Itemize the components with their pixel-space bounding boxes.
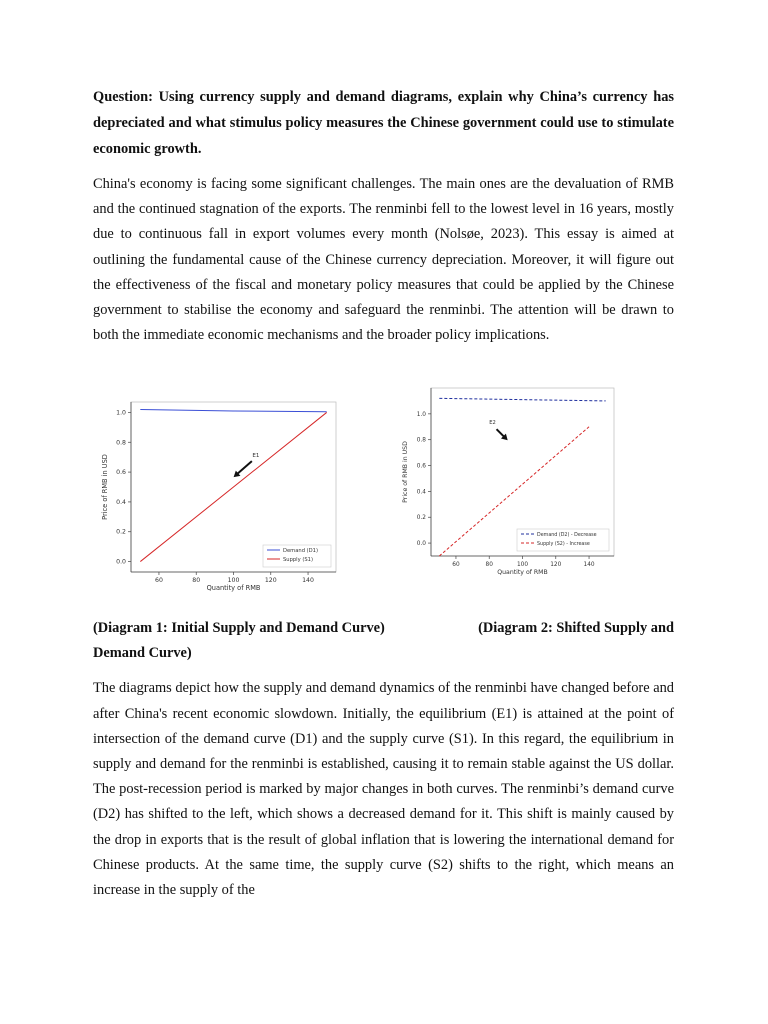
- y-axis-label: Price of RMB in USD: [101, 454, 109, 521]
- y-tick-label: 0.2: [416, 515, 426, 522]
- y-tick-label: 0.2: [116, 529, 126, 537]
- x-tick-label: 60: [452, 562, 460, 569]
- diagram-2-chart: [402, 380, 618, 592]
- figures-row: [93, 394, 674, 604]
- equilibrium-label: E2: [489, 420, 496, 427]
- x-tick-label: 100: [227, 577, 240, 585]
- y-tick-label: 0.0: [416, 541, 426, 548]
- question-heading: Question: Using currency supply and demand diagrams, explain why China’s currency has depreciated and what stimulus policy measures the Chinese government could use to stimulate economic growth.: [93, 89, 674, 157]
- caption-diagram-2-continued: Demand Curve): [93, 645, 192, 662]
- analysis-paragraph: The diagrams depict how the supply and demand dynamics of the renminbi have changed before and after China's recent economic slowdown. Initially, the equilibrium (E1) is attained at the point of intersection of the demand curve (D1) and the supply curve (S1). In this regard, the equilibrium in supply and demand for the renminbi is established, causing it to remain stable against the US dollar. The post-recession period is marked by major changes in both curves. The renminbi’s demand curve (D2) has shifted to the left, which shows a decreased demand for it. This shift is mainly caused by the drop in exports that is the result of global inflation that is lowering the international demand for Chinese products. At the same time, the supply curve (S2) shifts to the right, which means an increase in the supply of the: [93, 680, 674, 899]
- y-axis-label: Price of RMB in USD: [402, 441, 409, 504]
- legend-label: Supply (S2) - Increase: [537, 542, 590, 548]
- equilibrium-label: E1: [252, 453, 260, 460]
- document-page: [93, 84, 674, 903]
- diagram-1-chart: [97, 394, 342, 604]
- captions: [93, 616, 674, 666]
- y-tick-label: 0.0: [116, 558, 126, 566]
- diagram-1: [97, 394, 342, 604]
- x-axis-label: Quantity of RMB: [497, 569, 548, 577]
- y-tick-label: 0.4: [416, 489, 426, 496]
- y-tick-label: 0.6: [416, 463, 426, 470]
- caption-diagram-1: (Diagram 1: Initial Supply and Demand Curve): [93, 620, 385, 637]
- x-tick-label: 120: [550, 562, 562, 569]
- caption-diagram-2: (Diagram 2: Shifted Supply and: [478, 620, 674, 637]
- legend-label: Demand (D2) - Decrease: [537, 533, 597, 539]
- intro-paragraph: China's economy is facing some significant challenges. The main ones are the devaluation of RMB and the continued stagnation of the exports. The renminbi fell to the lowest level in 16 years, mostly due to continuous fall in export volumes every month (Nolsøe, 2023). This essay is aimed at outlining the fundamental cause of the Chinese currency depreciation. Moreover, it will figure out the effectiveness of the fiscal and monetary policy measures that could be applied by the Chinese government to stabilise the economy and safeguard the renminbi. The attention will be drawn to both the immediate economic mechanisms and the broader policy implications.: [93, 176, 674, 344]
- x-tick-label: 140: [583, 562, 595, 569]
- legend-label: Supply (S1): [283, 557, 313, 564]
- x-tick-label: 80: [192, 577, 201, 585]
- x-tick-label: 120: [264, 577, 277, 585]
- y-tick-label: 1.0: [116, 409, 126, 417]
- x-tick-label: 80: [485, 562, 493, 569]
- y-tick-label: 0.8: [116, 439, 126, 447]
- y-tick-label: 1.0: [416, 412, 426, 419]
- y-tick-label: 0.8: [416, 438, 426, 445]
- legend-label: Demand (D1): [283, 548, 318, 555]
- y-tick-label: 0.6: [116, 469, 126, 477]
- x-tick-label: 100: [516, 562, 529, 569]
- diagram-2: [402, 380, 618, 592]
- x-axis-label: Quantity of RMB: [206, 584, 261, 593]
- x-tick-label: 60: [155, 577, 163, 585]
- y-tick-label: 0.4: [116, 499, 126, 507]
- x-tick-label: 140: [302, 577, 314, 585]
